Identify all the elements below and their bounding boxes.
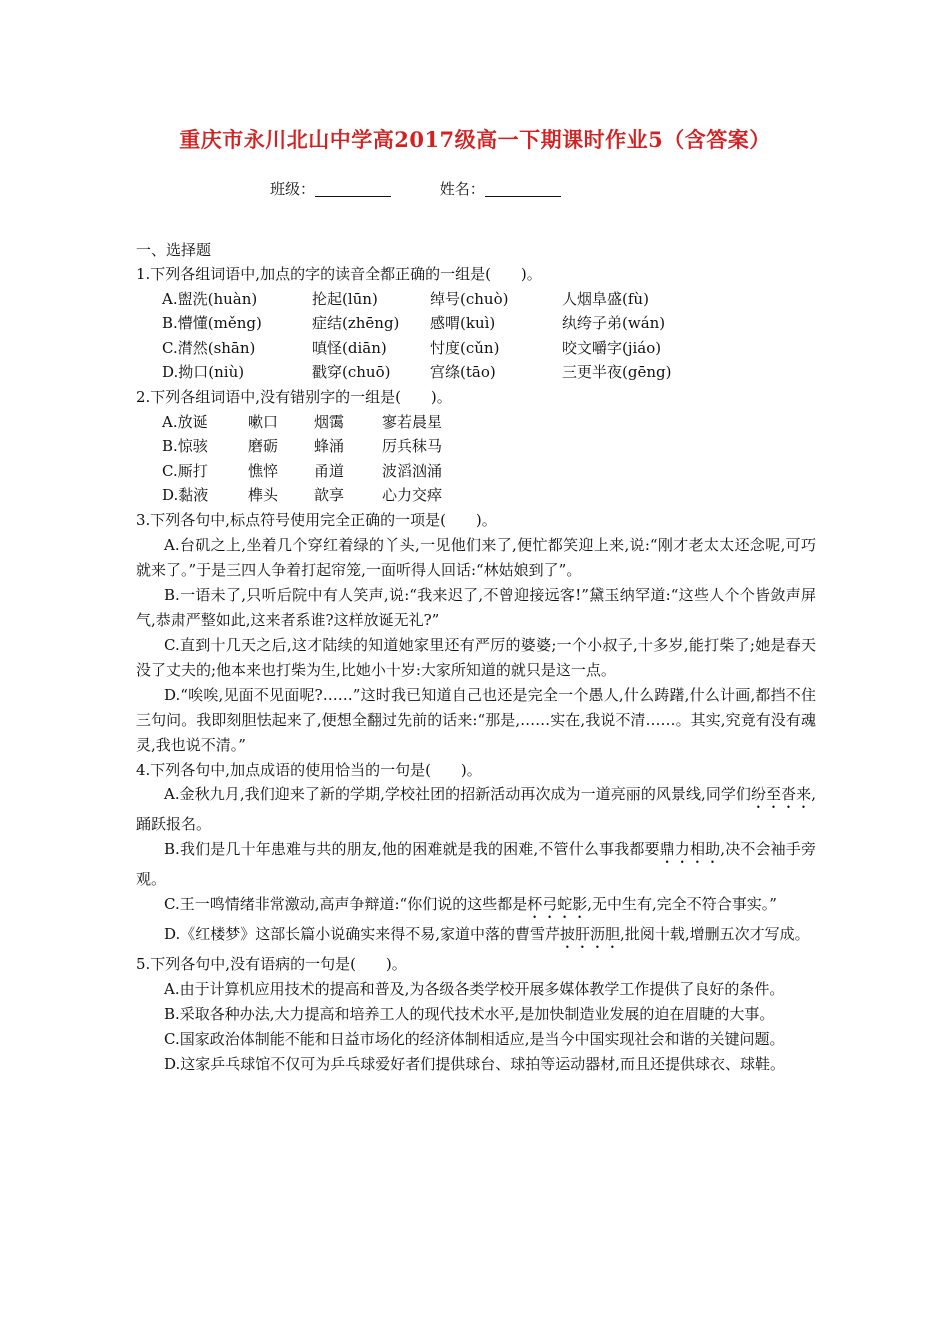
q4-idiom-d: 披肝沥胆 xyxy=(560,925,621,944)
q4-idiom-c: 杯弓蛇影 xyxy=(527,895,588,914)
section-heading: 一、选择题 xyxy=(136,241,212,259)
q1-option-b[interactable]: B.懵懂(měng) 症结(zhēng) 感喟(kuì) 纨绔子弟(wán) xyxy=(162,314,666,333)
q1-option-a[interactable]: A.盥洗(huàn) 抡起(lūn) 绰号(chuò) 人烟阜盛(fù) xyxy=(162,289,649,308)
q3-option-c[interactable]: C.直到十几天之后,这才陆续的知道她家里还有严厉的婆婆;一个小叔子,十多岁,能打柴了;她是春天没了丈夫的;他本来也打柴为生,比她小十岁:大家所知道的就只是这一点。 xyxy=(136,635,816,679)
q5-option-d[interactable]: D.这家乒乓球馆不仅可为乒乓球爱好者们提供球台、球拍等运动器材,而且还提供球衣、球鞋。 xyxy=(164,1054,786,1073)
q2-option-d[interactable]: D.黏液 榫头 歆享 心力交瘁 xyxy=(162,486,443,505)
q4-idiom-b: 鼎力相助 xyxy=(659,840,721,859)
q1-option-c[interactable]: C.潸然(shān) 嗔怪(diān) 忖度(cǔn) 咬文嚼字(jiáo) xyxy=(162,338,662,357)
q2-option-c[interactable]: C.厮打 憔悴 甬道 波滔汹涌 xyxy=(162,461,443,480)
q4-stem: 4.下列各句中,加点成语的使用恰当的一句是( )。 xyxy=(136,760,482,779)
q5-option-a[interactable]: A.由于计算机应用技术的提高和普及,为各级各类学校开展多媒体教学工作提供了良好的条件。 xyxy=(164,979,785,998)
q2-option-a[interactable]: A.放诞 嗽口 烟霭 寥若晨星 xyxy=(162,412,443,431)
q3-option-b[interactable]: B.一语未了,只听后院中有人笑声,说:“我来迟了,不曾迎接远客!”黛玉纳罕道:“这些人个个皆敛声屏气,恭肃严整如此,这来者系谁?这样放诞无礼?” xyxy=(136,585,816,629)
q1-option-d[interactable]: D.拗口(niù) 戳穿(chuō) 宫绦(tāo) 三更半夜(gēng) xyxy=(162,363,672,382)
q3-stem: 3.下列各句中,标点符号使用完全正确的一项是( )。 xyxy=(136,510,497,529)
name-label: 姓名： xyxy=(439,180,485,198)
q2-stem: 2.下列各组词语中,没有错别字的一组是( )。 xyxy=(136,387,452,406)
q4-option-d[interactable]: D.《红楼梦》这部长篇小说确实来得不易,家道中落的曹雪芹披肝沥胆,批阅十载,增删五次才写成。 xyxy=(164,925,810,944)
q4-option-c[interactable]: C.王一鸣情绪非常激动,高声争辩道:“你们说的这些都是杯弓蛇影,无中生有,完全不符合事实。” xyxy=(164,895,777,914)
q3-option-d[interactable]: D.“唉唉,见面不见面呢?……”这时我已知道自己也还是完全一个愚人,什么踌躇,什么计画,都挡不住三句问。我即刻胆怯起来了,便想全翻过先前的话来:“那是,……实在,我说不清……。其实,究竟有没有魂灵,我也说不清。” xyxy=(136,685,816,754)
question-content xyxy=(136,238,816,1077)
document-title: 重庆市永川北山中学高2017级高一下期课时作业5（含答案） xyxy=(179,127,771,152)
q2-option-b[interactable]: B.惊骇 磨砺 蜂涌 厉兵秣马 xyxy=(162,437,443,456)
q3-option-a[interactable]: A.台矶之上,坐着几个穿红着绿的丫头,一见他们来了,便忙都笑迎上来,说:“刚才老太太还念呢,可巧就来了。”于是三四人争着打起帘笼,一面听得人回话:“林姑娘到了”。 xyxy=(136,535,816,579)
q5-option-c[interactable]: C.国家政治体制能不能和日益市场化的经济体制相适应,是当今中国实现社会和谐的关键问题。 xyxy=(164,1029,785,1048)
student-info xyxy=(270,178,561,199)
q4-option-b[interactable]: B.我们是几十年患难与共的朋友,他的困难就是我的困难,不管什么事我都要鼎力相助,决不会袖手旁观。 xyxy=(136,840,816,889)
q1-stem: 1.下列各组词语中,加点的字的读音全都正确的一组是( )。 xyxy=(136,265,542,283)
class-blank[interactable] xyxy=(315,181,391,197)
q5-option-b[interactable]: B.采取各种办法,大力提高和培养工人的现代技术水平,是加快制造业发展的迫在眉睫的大事。 xyxy=(164,1004,775,1023)
q5-stem: 5.下列各句中,没有语病的一句是( )。 xyxy=(136,955,407,974)
q4-idiom-a: 纷至沓来 xyxy=(751,785,812,804)
class-label: 班级： xyxy=(270,180,316,198)
q4-option-a[interactable]: A.金秋九月,我们迎来了新的学期,学校社团的招新活动再次成为一道亮丽的风景线,同学们纷至沓来,踊跃报名。 xyxy=(136,785,816,834)
name-blank[interactable] xyxy=(485,181,561,197)
